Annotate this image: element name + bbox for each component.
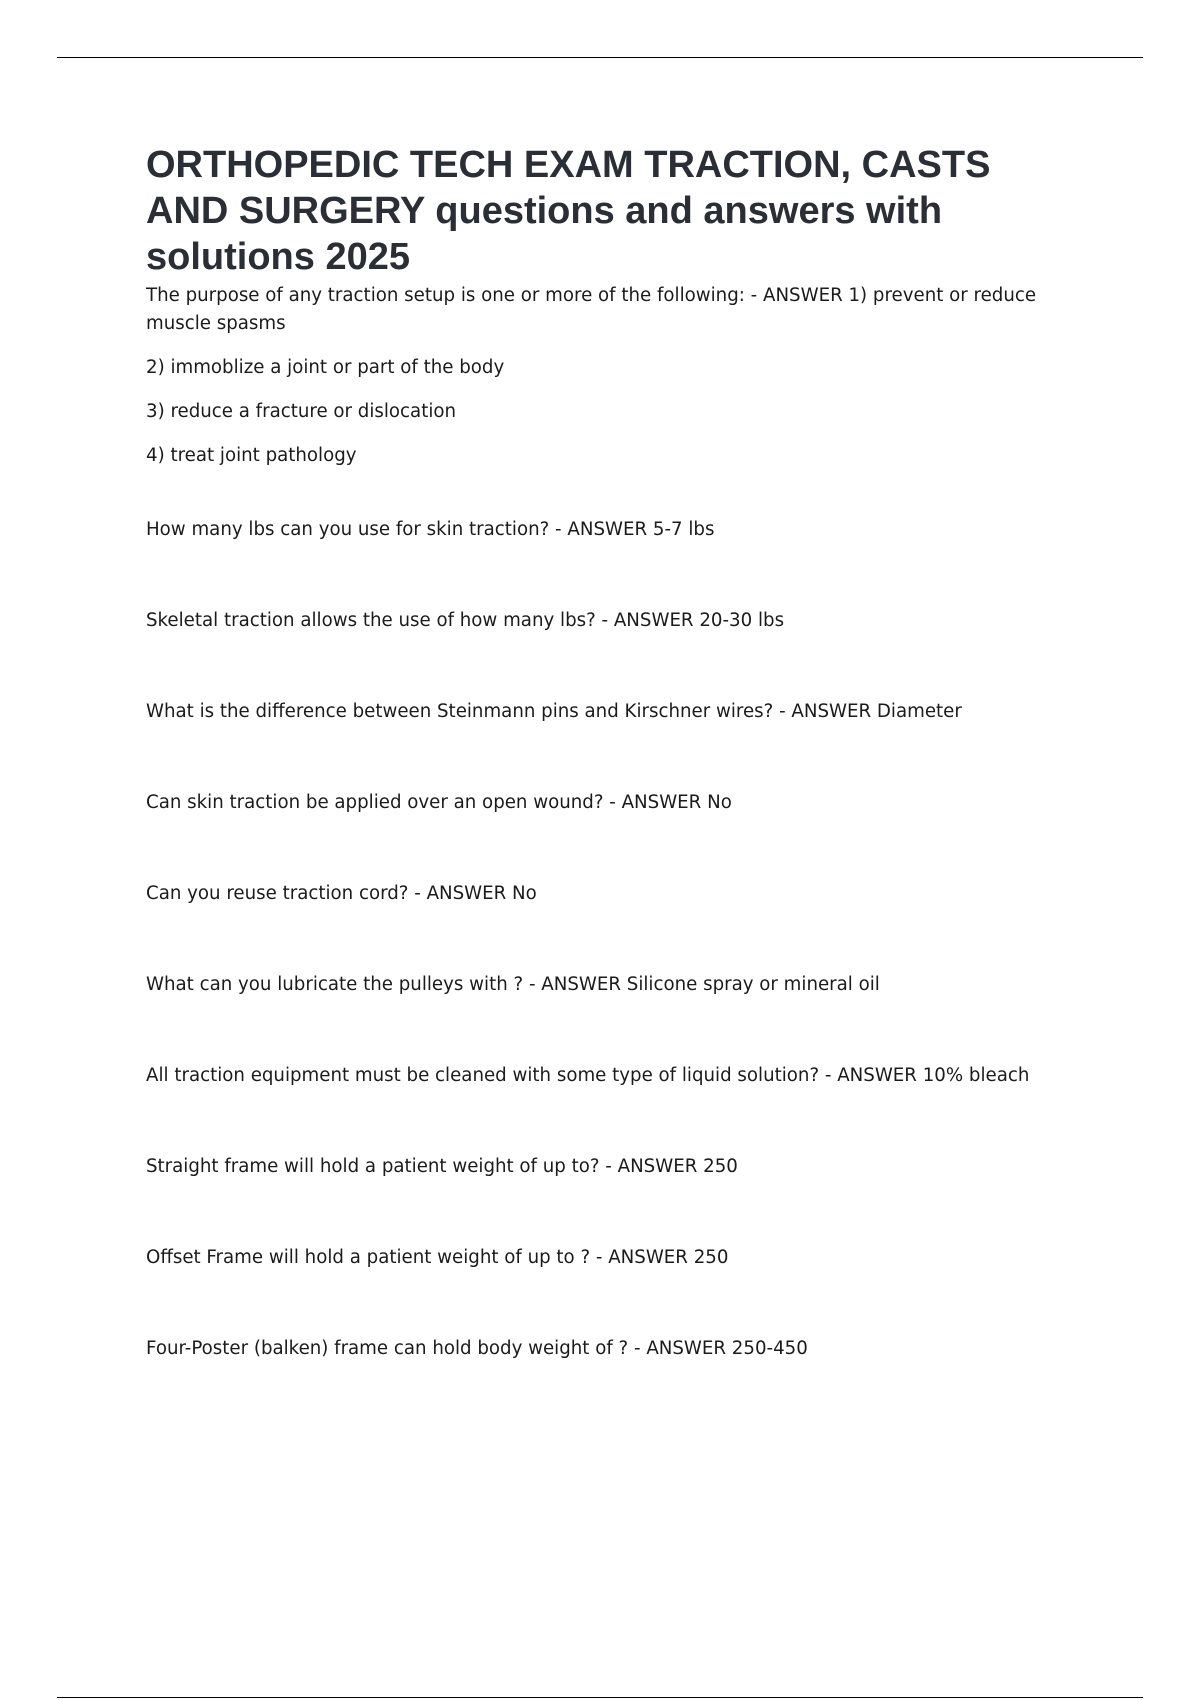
qa-text: Skeletal traction allows the use of how many lbs? - ANSWER 20-30 lbs xyxy=(146,610,785,631)
qa-item xyxy=(146,1335,1066,1426)
qa-text: What is the difference between Steinmann pins and Kirschner wires? - ANSWER Diameter xyxy=(146,701,962,722)
qa-text: All traction equipment must be cleaned with some type of liquid solution? - ANSWER 10% bleach xyxy=(146,1065,1030,1086)
qa-text: Offset Frame will hold a patient weight of up to ? - ANSWER 250 xyxy=(146,1247,729,1268)
qa-text: Can skin traction be applied over an open wound? - ANSWER No xyxy=(146,792,732,813)
qa-text: Four-Poster (balken) frame can hold body weight of ? - ANSWER 250-450 xyxy=(146,1338,808,1359)
qa-item xyxy=(146,880,1066,971)
qa-item xyxy=(146,607,1066,698)
document-body xyxy=(146,142,1066,1426)
qa-item xyxy=(146,971,1066,1062)
intro-question: The purpose of any traction setup is one or more of the following: - ANSWER 1) prevent or reduce muscle spasms xyxy=(146,285,1037,334)
header-rule xyxy=(57,57,1143,58)
qa-item xyxy=(146,516,1066,607)
intro-point: 4) treat joint pathology xyxy=(146,445,357,466)
qa-text: What can you lubricate the pulleys with ? - ANSWER Silicone spray or mineral oil xyxy=(146,974,880,995)
intro-point: 2) immoblize a joint or part of the body xyxy=(146,357,505,378)
qa-item xyxy=(146,1062,1066,1153)
document-title: ORTHOPEDIC TECH EXAM TRACTION, CASTS AND SURGERY questions and answers with solutions 2025 xyxy=(146,144,991,278)
qa-list xyxy=(146,516,1066,1426)
qa-text: How many lbs can you use for skin traction? - ANSWER 5-7 lbs xyxy=(146,519,715,540)
qa-item xyxy=(146,698,1066,789)
intro-point: 3) reduce a fracture or dislocation xyxy=(146,401,457,422)
qa-item xyxy=(146,1244,1066,1335)
qa-text: Can you reuse traction cord? - ANSWER No xyxy=(146,883,537,904)
qa-text: Straight frame will hold a patient weight of up to? - ANSWER 250 xyxy=(146,1156,738,1177)
qa-item xyxy=(146,1153,1066,1244)
qa-item xyxy=(146,789,1066,880)
footer-rule xyxy=(57,1697,1143,1698)
